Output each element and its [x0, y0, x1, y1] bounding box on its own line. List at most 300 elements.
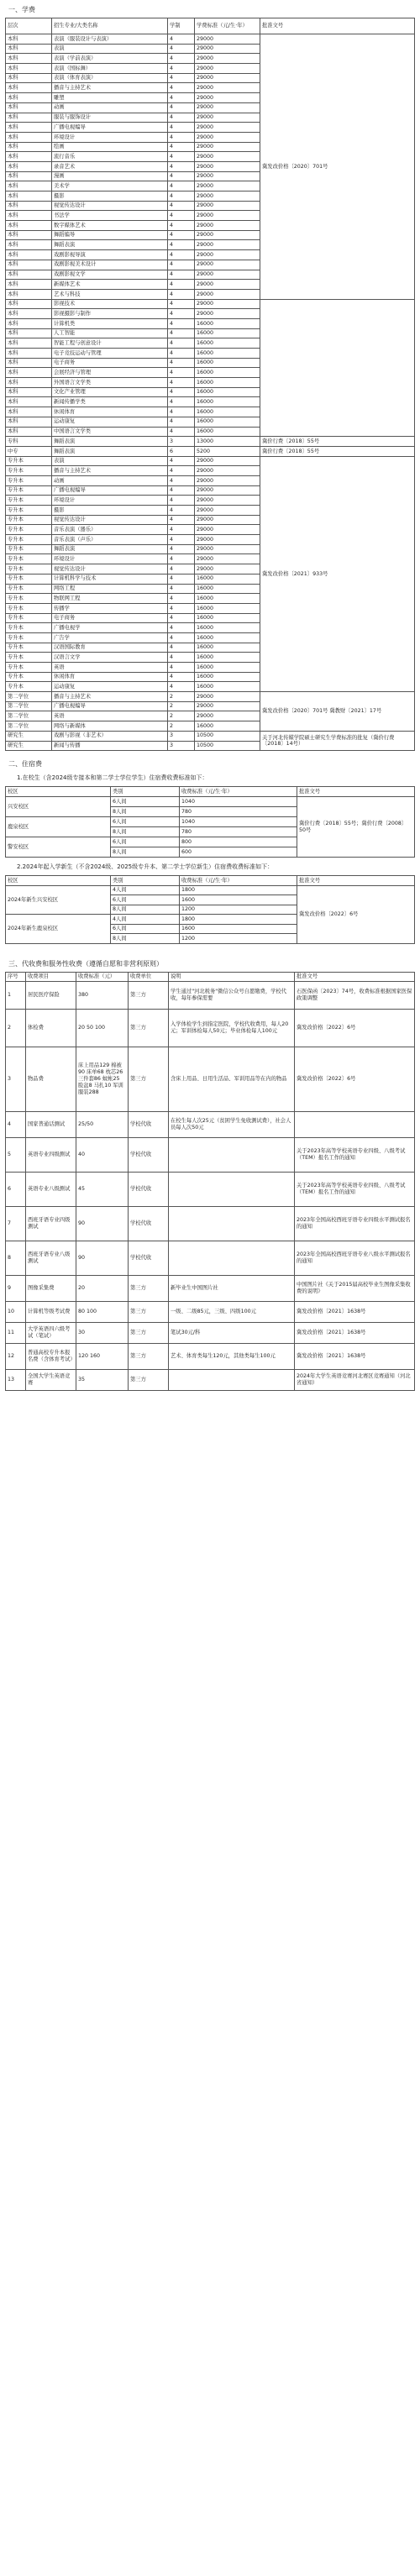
fee-cell: 29000: [195, 83, 260, 93]
fee-cell: 29000: [195, 515, 260, 525]
fee-cell: 29000: [195, 506, 260, 516]
fee-cell: 16000: [195, 603, 260, 613]
duration-cell: 4: [168, 44, 195, 54]
level-cell: 本科: [6, 171, 52, 181]
duration-cell: 4: [168, 506, 195, 516]
level-cell: 本科: [6, 289, 52, 299]
room-type-cell: 6人间: [111, 924, 180, 934]
collector-cell: 学校代收: [129, 1137, 169, 1172]
fee-amount-cell: 床上用品129 棉被90 床单68 枕芯26 三件套86 蚊帐25 脸盆8 马扎10 军训服装288: [76, 1047, 129, 1111]
fee-cell: 29000: [195, 191, 260, 202]
fee-cell: 10500: [195, 731, 260, 741]
fee-cell: 29000: [195, 554, 260, 564]
major-cell: 环境设计: [52, 496, 168, 506]
major-cell: 漫画: [52, 171, 168, 181]
duration-cell: 4: [168, 318, 195, 328]
major-cell: 英语: [52, 663, 168, 673]
major-cell: 网络与新媒体: [52, 721, 168, 732]
level-cell: 第二学位: [6, 711, 52, 721]
major-cell: 新闻传播学类: [52, 397, 168, 407]
fee-cell: 1200: [180, 934, 297, 944]
duration-cell: 4: [168, 240, 195, 250]
fee-item-cell: 居民医疗保险: [26, 981, 76, 1009]
duration-cell: 4: [168, 407, 195, 417]
description-cell: 学生通过"河北税务"微信公众号自愿缴费，学校代收，每年参保需要: [169, 981, 295, 1009]
fee-cell: 29000: [195, 544, 260, 554]
major-cell: 播音与主持艺术: [52, 692, 168, 702]
level-cell: 本科: [6, 230, 52, 240]
duration-cell: 4: [168, 289, 195, 299]
fee-cell: 10500: [195, 741, 260, 751]
campus-cell: 鹿泉校区: [6, 817, 111, 837]
description-cell: 一级、二级85元，三级、四级100元: [169, 1301, 295, 1322]
duration-cell: 4: [168, 211, 195, 221]
fee-cell: 29000: [195, 230, 260, 240]
level-cell: 专升本: [6, 475, 52, 485]
room-type-cell: 8人间: [111, 847, 180, 858]
duration-cell: 4: [168, 349, 195, 359]
approval-cell: 冀价行费〔2018〕55号: [260, 437, 415, 447]
fee-item-cell: 全国大学生英语竞赛: [26, 1369, 76, 1390]
fee-cell: 16000: [195, 682, 260, 692]
duration-cell: 4: [168, 34, 195, 45]
fee-cell: 16000: [195, 318, 260, 328]
major-cell: 影视摄影与制作: [52, 309, 168, 319]
duration-cell: 4: [168, 191, 195, 202]
header-cell: 批准文号: [297, 787, 415, 797]
approval-cell: 冀发改价格〔2022〕6号: [297, 885, 415, 943]
major-cell: 智能工程与创意设计: [52, 338, 168, 349]
fee-cell: 1040: [180, 817, 297, 827]
fee-cell: 29000: [195, 171, 260, 181]
level-cell: 专升本: [6, 515, 52, 525]
fee-cell: 600: [180, 847, 297, 858]
duration-cell: 4: [168, 485, 195, 496]
fee-cell: 16000: [195, 349, 260, 359]
approval-cell: 中国图片社《关于2015届高校毕业生图像采集收费的说明》: [295, 1275, 415, 1301]
header-cell: 校区: [6, 787, 111, 797]
level-cell: 本科: [6, 417, 52, 427]
fee-item-cell: 物品费: [26, 1047, 76, 1111]
table-row: [6, 34, 415, 45]
fee-item-cell: 英语专业四级测试: [26, 1137, 76, 1172]
fee-item-cell: 体检费: [26, 1009, 76, 1047]
approval-cell: 冀发改价格〔2021〕1638号: [295, 1301, 415, 1322]
fee-item-cell: 图像采集费: [26, 1275, 76, 1301]
duration-cell: 4: [168, 328, 195, 338]
level-cell: 本科: [6, 181, 52, 191]
duration-cell: 3: [168, 741, 195, 751]
level-cell: 本科: [6, 44, 52, 54]
major-cell: 新媒体艺术: [52, 280, 168, 290]
index-cell: 11: [6, 1322, 26, 1343]
duration-cell: 4: [168, 152, 195, 162]
fee-item-cell: 西班牙语专业八级测试: [26, 1241, 76, 1275]
header-cell: 收费标准（元/生·年）: [180, 787, 297, 797]
major-cell: 休闲体育: [52, 407, 168, 417]
description-cell: 艺术、体育类每生120元，其他类每生100元: [169, 1343, 295, 1369]
fee-cell: 29000: [195, 221, 260, 231]
level-cell: 专升本: [6, 485, 52, 496]
duration-cell: 4: [168, 387, 195, 397]
fee-cell: 29000: [195, 142, 260, 152]
room-type-cell: 6人间: [111, 817, 180, 827]
fee-cell: 29000: [195, 240, 260, 250]
fee-amount-cell: 40: [76, 1137, 129, 1172]
duration-cell: 4: [168, 102, 195, 113]
collector-cell: 学校代收: [129, 1111, 169, 1137]
major-cell: 广播电视学: [52, 623, 168, 633]
duration-cell: 4: [168, 584, 195, 594]
duration-cell: 4: [168, 142, 195, 152]
fee-cell: 29000: [195, 564, 260, 574]
major-cell: 录音艺术: [52, 161, 168, 171]
level-cell: 本科: [6, 93, 52, 103]
duration-cell: 4: [168, 672, 195, 682]
major-cell: 播音与主持艺术: [52, 83, 168, 93]
fee-cell: 29000: [195, 701, 260, 711]
level-cell: 本科: [6, 378, 52, 388]
table-row: [6, 1047, 415, 1111]
description-cell: 含床上用品、日用生活品、军训用品等在内的物品: [169, 1047, 295, 1111]
major-cell: 网络工程: [52, 584, 168, 594]
duration-cell: 4: [168, 475, 195, 485]
fee-cell: 29000: [195, 496, 260, 506]
major-cell: 运动康复: [52, 417, 168, 427]
description-cell: 新毕业生中国图片社: [169, 1275, 295, 1301]
fee-amount-cell: 380: [76, 981, 129, 1009]
major-cell: 汉语国际教育: [52, 643, 168, 653]
fee-cell: 29000: [195, 34, 260, 45]
tuition-table: [5, 18, 415, 751]
major-cell: 文化产业管理: [52, 387, 168, 397]
level-cell: 本科: [6, 368, 52, 378]
duration-cell: 4: [168, 368, 195, 378]
header-cell: 类别: [111, 876, 180, 886]
level-cell: 专升本: [6, 672, 52, 682]
level-cell: 本科: [6, 299, 52, 309]
collector-cell: 第三方: [129, 1301, 169, 1322]
major-cell: 表演（国标舞）: [52, 64, 168, 74]
duration-cell: 4: [168, 603, 195, 613]
major-cell: 计算机科学与技术: [52, 574, 168, 584]
room-type-cell: 8人间: [111, 934, 180, 944]
fee-cell: 16000: [195, 584, 260, 594]
table-row: [6, 1322, 415, 1343]
table-row: [6, 446, 415, 456]
fee-cell: 29000: [195, 475, 260, 485]
major-cell: 人工智能: [52, 328, 168, 338]
major-cell: 电子商务: [52, 613, 168, 623]
fee-cell: 29000: [195, 535, 260, 545]
fee-cell: 29000: [195, 201, 260, 211]
major-cell: 英语: [52, 711, 168, 721]
fee-item-cell: 计算机等级考试费: [26, 1301, 76, 1322]
level-cell: 专升本: [6, 623, 52, 633]
collector-cell: 第三方: [129, 1343, 169, 1369]
fee-cell: 29000: [195, 299, 260, 309]
duration-cell: 2: [168, 711, 195, 721]
duration-cell: 4: [168, 309, 195, 319]
major-cell: 环境设计: [52, 554, 168, 564]
fee-cell: 16000: [195, 623, 260, 633]
duration-cell: 4: [168, 73, 195, 83]
fee-amount-cell: 35: [76, 1369, 129, 1390]
collector-cell: 第三方: [129, 1275, 169, 1301]
index-cell: 3: [6, 1047, 26, 1111]
fee-cell: 1600: [180, 924, 297, 934]
fee-cell: 29000: [195, 260, 260, 270]
major-cell: 表演（体育表演）: [52, 73, 168, 83]
fee-cell: 29000: [195, 73, 260, 83]
major-cell: 广告学: [52, 632, 168, 643]
level-cell: 本科: [6, 142, 52, 152]
duration-cell: 2: [168, 701, 195, 711]
major-cell: 雕塑: [52, 93, 168, 103]
duration-cell: 4: [168, 663, 195, 673]
index-cell: 12: [6, 1343, 26, 1369]
major-cell: 表演: [52, 456, 168, 466]
collector-cell: 学校代收: [129, 1172, 169, 1206]
fee-amount-cell: 25/50: [76, 1111, 129, 1137]
collector-cell: 第三方: [129, 1369, 169, 1390]
index-cell: 9: [6, 1275, 26, 1301]
level-cell: 专升本: [6, 594, 52, 604]
level-cell: 本科: [6, 407, 52, 417]
approval-cell: 关于2023年高等学校英语专业四级、八级考试（TEM）报名工作的通知: [295, 1137, 415, 1172]
duration-cell: 4: [168, 260, 195, 270]
approval-cell: 2023年全国高校西班牙语专业四级水平测试报名的通知: [295, 1206, 415, 1241]
duration-cell: 2: [168, 692, 195, 702]
major-cell: 物联网工程: [52, 594, 168, 604]
level-cell: 本科: [6, 54, 52, 64]
major-cell: 中国语言文学类: [52, 427, 168, 437]
level-cell: 本科: [6, 123, 52, 133]
level-cell: 本科: [6, 191, 52, 202]
fee-cell: 29000: [195, 485, 260, 496]
major-cell: 计算机类: [52, 318, 168, 328]
description-cell: 入学体检学生到指定医院，学校代收费用，每人20元；军训体检每人50元；毕业体检每人100元: [169, 1009, 295, 1047]
major-cell: 摄影: [52, 191, 168, 202]
fee-cell: 29000: [195, 152, 260, 162]
fee-cell: 16000: [195, 407, 260, 417]
level-cell: 本科: [6, 260, 52, 270]
level-cell: 第二学位: [6, 692, 52, 702]
fee-cell: 29000: [195, 289, 260, 299]
duration-cell: 4: [168, 338, 195, 349]
level-cell: 专升本: [6, 613, 52, 623]
fee-cell: 29000: [195, 132, 260, 142]
fee-cell: 29000: [195, 181, 260, 191]
major-cell: 绘画: [52, 142, 168, 152]
level-cell: 本科: [6, 34, 52, 45]
fee-amount-cell: 90: [76, 1206, 129, 1241]
duration-cell: 4: [168, 574, 195, 584]
fee-cell: 29000: [195, 466, 260, 476]
duration-cell: 4: [168, 653, 195, 663]
major-cell: 会展经济与管理: [52, 368, 168, 378]
fee-cell: 16000: [195, 653, 260, 663]
level-cell: 本科: [6, 64, 52, 74]
collector-cell: 学校代收: [129, 1241, 169, 1275]
fee-cell: 16000: [195, 613, 260, 623]
fee-cell: 29000: [195, 270, 260, 280]
table-row: [6, 1111, 415, 1137]
major-cell: 动画: [52, 102, 168, 113]
duration-cell: 4: [168, 201, 195, 211]
fee-cell: 1800: [180, 885, 297, 895]
fee-cell: 16000: [195, 427, 260, 437]
level-cell: 专科: [6, 437, 52, 447]
duration-cell: 4: [168, 417, 195, 427]
table-row: [6, 1369, 415, 1390]
duration-cell: 4: [168, 544, 195, 554]
room-type-cell: 8人间: [111, 807, 180, 817]
fee-cell: 16000: [195, 338, 260, 349]
campus-cell: 2024年新生鹿泉校区: [6, 915, 111, 944]
table-row: [6, 1301, 415, 1322]
level-cell: 专升本: [6, 544, 52, 554]
header-cell: 批准文号: [297, 876, 415, 886]
level-cell: 本科: [6, 338, 52, 349]
duration-cell: 4: [168, 358, 195, 368]
approval-cell: 冀发改价格〔2021〕1638号: [295, 1343, 415, 1369]
header-cell: 说明: [169, 972, 295, 981]
fee-cell: 16000: [195, 397, 260, 407]
other-fees-table-body: [6, 981, 415, 1390]
fee-cell: 1040: [180, 797, 297, 807]
index-cell: 4: [6, 1111, 26, 1137]
fee-cell: 29000: [195, 250, 260, 260]
room-type-cell: 4人间: [111, 885, 180, 895]
major-cell: 传播学: [52, 603, 168, 613]
fee-cell: 29000: [195, 44, 260, 54]
table-row: [6, 1275, 415, 1301]
table-row: [6, 981, 415, 1009]
fee-cell: 16000: [195, 643, 260, 653]
level-cell: 专升本: [6, 506, 52, 516]
major-cell: 视觉传达设计: [52, 201, 168, 211]
collector-cell: 第三方: [129, 1009, 169, 1047]
major-cell: 影视技术: [52, 299, 168, 309]
level-cell: 本科: [6, 358, 52, 368]
fee-cell: 1200: [180, 905, 297, 915]
approval-cell: 2023年全国高校西班牙语专业八级水平测试报名的通知: [295, 1241, 415, 1275]
duration-cell: 2: [168, 721, 195, 732]
level-cell: 本科: [6, 73, 52, 83]
approval-cell: 2024年大学生英语竞赛河北赛区竞赛通知（河北省通知）: [295, 1369, 415, 1390]
major-cell: 广播电视编导: [52, 485, 168, 496]
level-cell: 本科: [6, 328, 52, 338]
level-cell: 本科: [6, 161, 52, 171]
header-cell: 类别: [111, 787, 180, 797]
description-cell: [169, 1137, 295, 1172]
level-cell: 专升本: [6, 653, 52, 663]
index-cell: 6: [6, 1172, 26, 1206]
level-cell: 本科: [6, 397, 52, 407]
collector-cell: 学校代收: [129, 1206, 169, 1241]
fee-amount-cell: 120 160: [76, 1343, 129, 1369]
approval-cell: 冀发改价格〔2021〕1638号: [295, 1322, 415, 1343]
duration-cell: 4: [168, 466, 195, 476]
level-cell: 专升本: [6, 466, 52, 476]
major-cell: 流行音乐: [52, 152, 168, 162]
fee-cell: 780: [180, 807, 297, 817]
level-cell: 中专: [6, 446, 52, 456]
table-row: [6, 797, 415, 807]
fee-cell: 16000: [195, 358, 260, 368]
level-cell: 本科: [6, 211, 52, 221]
room-type-cell: 8人间: [111, 905, 180, 915]
table-row: [6, 692, 415, 702]
table-row: [6, 1009, 415, 1047]
major-cell: 戏剧影视美术设计: [52, 260, 168, 270]
major-cell: 音乐表演（声乐）: [52, 535, 168, 545]
description-cell: 笔试30元/科: [169, 1322, 295, 1343]
major-cell: 数字媒体艺术: [52, 221, 168, 231]
level-cell: 研究生: [6, 731, 52, 741]
index-cell: 5: [6, 1137, 26, 1172]
tuition-table-body: [6, 34, 415, 751]
accommodation-table-1: [5, 786, 415, 858]
major-cell: 艺术与科技: [52, 289, 168, 299]
fee-amount-cell: 20: [76, 1275, 129, 1301]
duration-cell: 3: [168, 731, 195, 741]
major-cell: 视觉传达设计: [52, 564, 168, 574]
fee-cell: 16000: [195, 594, 260, 604]
index-cell: 2: [6, 1009, 26, 1047]
collector-cell: 第三方: [129, 1322, 169, 1343]
approval-cell: [260, 299, 415, 437]
duration-cell: 4: [168, 161, 195, 171]
level-cell: 专升本: [6, 456, 52, 466]
approval-cell: 关于河北传媒学院硕士研究生学费标准的批复（冀价行费〔2018〕14号）: [260, 731, 415, 750]
other-fees-table-header: [6, 972, 415, 981]
level-cell: 本科: [6, 113, 52, 123]
approval-cell: 石医保函〔2023〕74号，收费标准根据国家医保政策调整: [295, 981, 415, 1009]
fee-cell: 29000: [195, 123, 260, 133]
fee-cell: 800: [180, 837, 297, 847]
index-cell: 10: [6, 1301, 26, 1322]
duration-cell: 4: [168, 113, 195, 123]
header-cell: 学制: [168, 18, 195, 34]
fee-cell: 16000: [195, 368, 260, 378]
fee-cell: 29000: [195, 309, 260, 319]
fee-cell: 16000: [195, 328, 260, 338]
header-cell: 层次: [6, 18, 52, 34]
approval-cell: 冀发改价格〔2022〕6号: [295, 1047, 415, 1111]
approval-cell: [295, 1111, 415, 1137]
header-cell: 校区: [6, 876, 111, 886]
duration-cell: 4: [168, 594, 195, 604]
major-cell: 汉语言文学: [52, 653, 168, 663]
major-cell: 舞蹈编导: [52, 230, 168, 240]
index-cell: 7: [6, 1206, 26, 1241]
fee-cell: 780: [180, 827, 297, 837]
level-cell: 专升本: [6, 574, 52, 584]
level-cell: 专升本: [6, 584, 52, 594]
fee-item-cell: 英语专业八级测试: [26, 1172, 76, 1206]
duration-cell: 4: [168, 515, 195, 525]
room-type-cell: 6人间: [111, 797, 180, 807]
level-cell: 第二学位: [6, 721, 52, 732]
major-cell: 舞蹈表演: [52, 446, 168, 456]
major-cell: 运动康复: [52, 682, 168, 692]
level-cell: 本科: [6, 280, 52, 290]
fee-amount-cell: 90: [76, 1241, 129, 1275]
duration-cell: 4: [168, 132, 195, 142]
fee-amount-cell: 30: [76, 1322, 129, 1343]
